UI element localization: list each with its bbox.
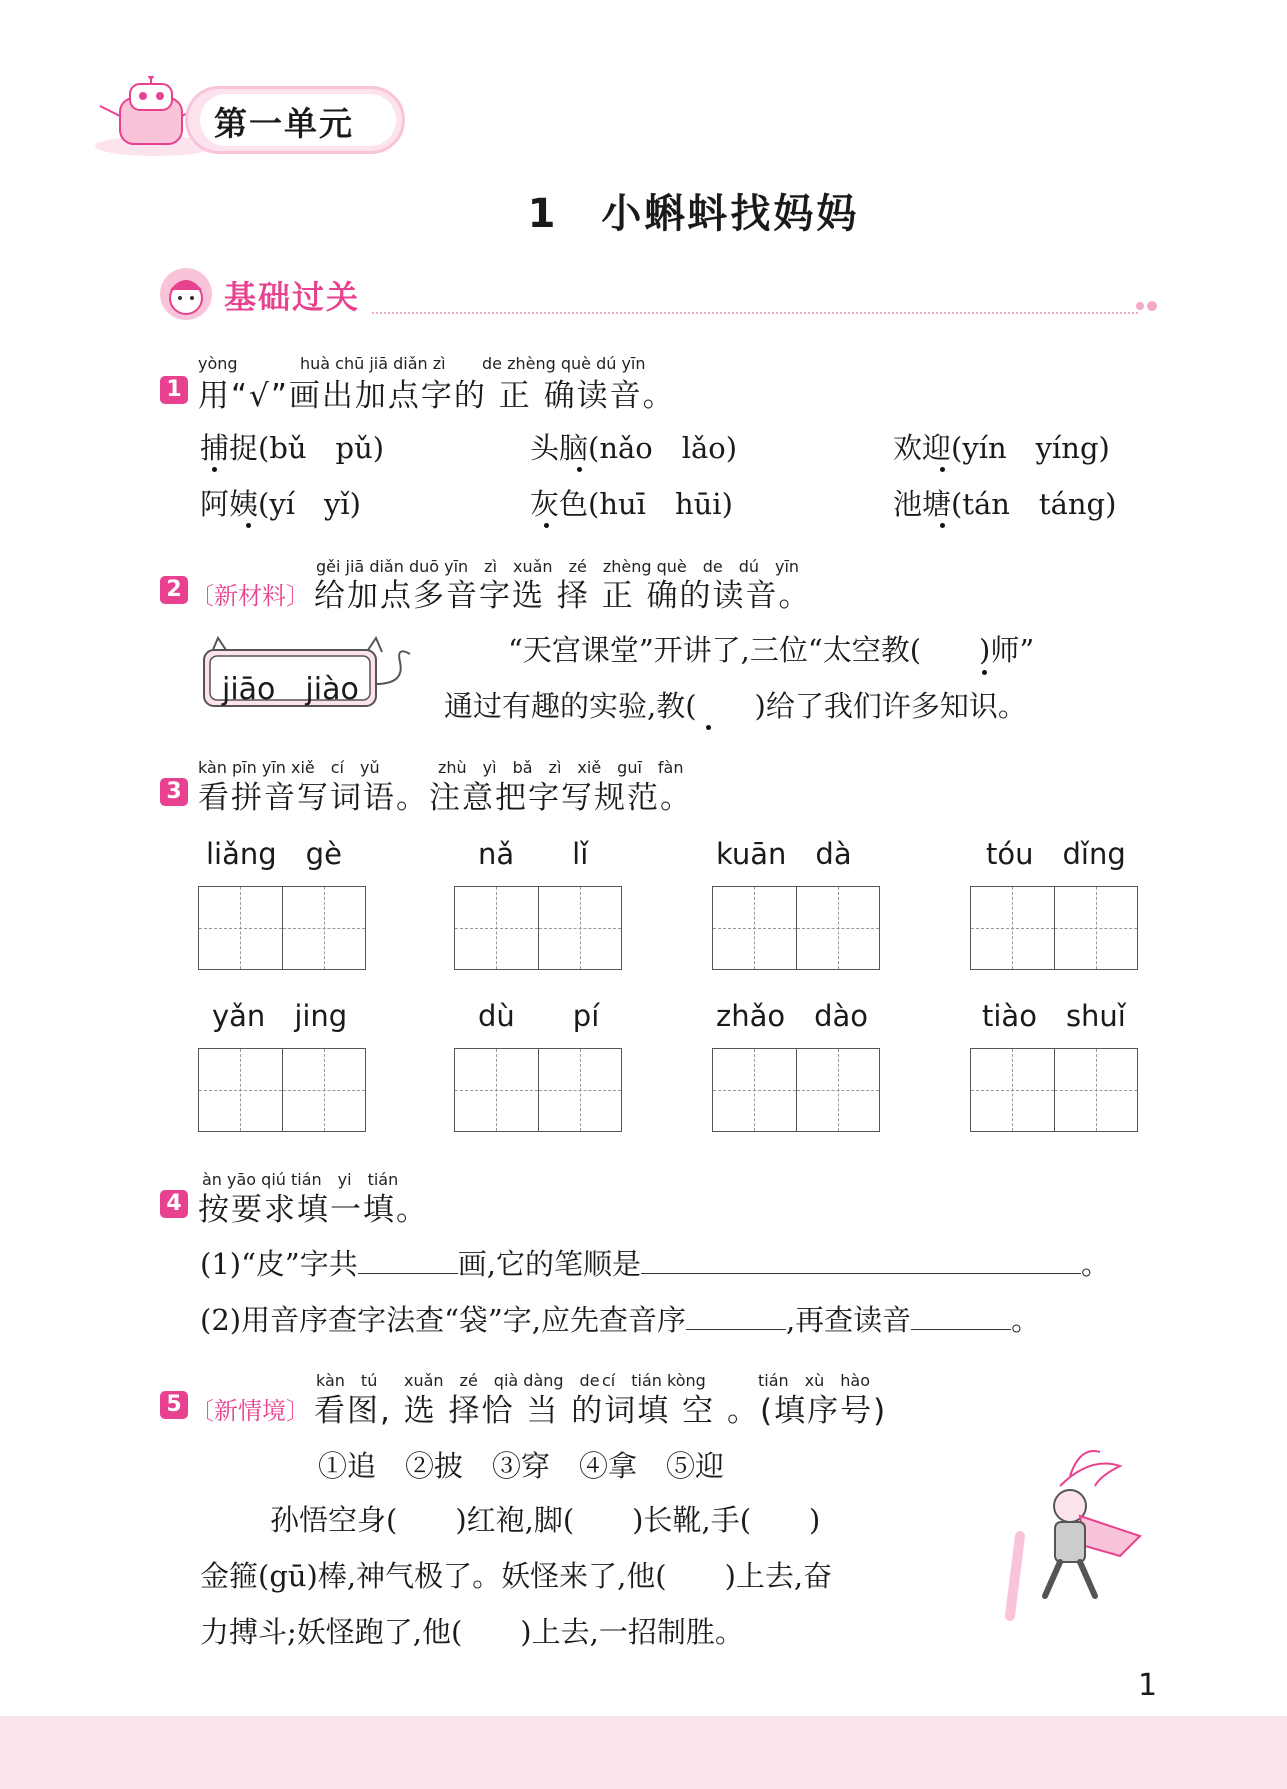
question-number: 4 <box>160 1190 188 1218</box>
question-tag: 〔新情境〕 <box>190 1397 310 1425</box>
lesson-title: 1 小蝌蚪找妈妈 <box>527 191 860 237</box>
emphasis-dot <box>544 523 549 528</box>
answer-blank[interactable] <box>686 1300 786 1330</box>
pinyin-word: kuān dà <box>716 837 852 871</box>
pinyin-word: tóu dǐng <box>986 837 1126 871</box>
monkey-king-illustration-icon <box>1000 1446 1150 1626</box>
emphasis-dot <box>940 523 945 528</box>
question-text: 按要求填一填。 <box>198 1192 429 1228</box>
girl-avatar-icon <box>158 266 214 322</box>
pinyin-word: nǎ lǐ <box>478 837 589 871</box>
pinyin-annotation: xuǎn zé qià dàng de <box>404 1371 600 1390</box>
pinyin-annotation: yòng <box>198 354 238 373</box>
emphasis-dot <box>212 467 217 472</box>
passage-line: 孙悟空身( )红袍,脚( )长靴,手( ) <box>270 1503 821 1537</box>
writing-grid[interactable] <box>712 1048 880 1132</box>
section-divider <box>372 312 1138 314</box>
pinyin-annotation: kàn pīn yīn xiě cí yǔ <box>198 758 380 777</box>
question-number: 3 <box>160 778 188 806</box>
answer-blank[interactable] <box>641 1244 1081 1274</box>
unit-title: 第一单元 <box>214 104 354 143</box>
choice-item[interactable]: 阿姨(yí yǐ) <box>200 487 361 521</box>
passage-line: “天宫课堂”开讲了,三位“太空教( )师” <box>508 633 1035 667</box>
writing-grid[interactable] <box>454 1048 622 1132</box>
emphasis-dot <box>246 523 251 528</box>
word-options: ①追 ②披 ③穿 ④拿 ⑤迎 <box>318 1449 725 1483</box>
passage-line: 力搏斗;妖怪跑了,他( )上去,一招制胜。 <box>200 1615 744 1649</box>
question-tag: 〔新材料〕 <box>190 582 310 610</box>
emphasis-dot <box>982 670 987 675</box>
passage-line: 金箍(gū)棒,神气极了。妖怪来了,他( )上去,奋 <box>200 1559 833 1593</box>
fill-line <box>200 1298 1040 1339</box>
question-number: 1 <box>160 376 188 404</box>
pinyin-word: tiào shuǐ <box>982 999 1126 1033</box>
question-number: 5 <box>160 1391 188 1419</box>
choice-item[interactable]: 灰色(huī hūi) <box>530 487 733 521</box>
writing-grid[interactable] <box>712 886 880 970</box>
pinyin-annotation: huà chū jiā diǎn zì <box>300 354 446 373</box>
pinyin-annotation: àn yāo qiú tián yi tián <box>202 1170 399 1189</box>
dots-icon <box>1134 298 1160 314</box>
page-number: 1 <box>1138 1668 1158 1703</box>
choice-item[interactable]: 欢迎(yín yíng) <box>893 431 1110 465</box>
pinyin-word: yǎn jing <box>212 999 348 1033</box>
pinyin-word: dù pí <box>478 999 600 1033</box>
writing-grid[interactable] <box>970 886 1138 970</box>
writing-grid[interactable] <box>454 886 622 970</box>
question-text: 用“√”画出加点字的 正 确读音。 <box>198 378 676 414</box>
answer-blank[interactable] <box>911 1300 1011 1330</box>
pinyin-annotation: cí tián kòng <box>602 1371 706 1390</box>
pinyin-annotation: kàn tú <box>316 1371 378 1390</box>
fill-text: (1)“皮”字共 <box>200 1247 358 1281</box>
fill-text: ,再查读音 <box>785 1303 912 1337</box>
emphasis-dot <box>706 725 711 730</box>
pinyin-annotation: zhù yì bǎ zì xiě guī fàn <box>438 758 684 777</box>
emphasis-dot <box>577 467 582 472</box>
writing-grid[interactable] <box>198 886 366 970</box>
pinyin-annotation: tián xù hào <box>758 1371 871 1390</box>
fill-text: 。 <box>1080 1247 1110 1281</box>
passage-line: 通过有趣的实验,教( )给了我们许多知识。 <box>444 689 1027 723</box>
writing-grid[interactable] <box>970 1048 1138 1132</box>
pinyin-annotation: de zhèng què dú yīn <box>482 354 646 373</box>
choice-item[interactable]: 池塘(tán táng) <box>893 487 1117 521</box>
fill-text: 画,它的笔顺是 <box>457 1247 641 1281</box>
pinyin-word: liǎng gè <box>206 837 342 871</box>
fill-text: (2)用音序查字法查“袋”字,应先查音序 <box>200 1303 686 1337</box>
question-text: 看图, 选 择恰 当 的词填 空 。(填序号) <box>314 1393 888 1429</box>
pinyin-word: zhǎo dào <box>716 999 869 1033</box>
fill-line <box>200 1242 1110 1283</box>
bottom-band <box>0 1716 1287 1789</box>
pinyin-options: jiāo jiào <box>222 672 359 707</box>
question-text: 给加点多音字选 择 正 确的读音。 <box>314 578 812 614</box>
emphasis-dot <box>940 467 945 472</box>
writing-grid[interactable] <box>198 1048 366 1132</box>
question-number: 2 <box>160 576 188 604</box>
fill-text: 。 <box>1011 1303 1041 1337</box>
choice-item[interactable]: 头脑(nǎo lǎo) <box>530 431 738 465</box>
question-text: 看拼音写词语。注意把字写规范。 <box>198 780 693 816</box>
answer-blank[interactable] <box>358 1244 458 1274</box>
choice-item[interactable]: 捕捉(bǔ pǔ) <box>200 431 385 465</box>
section-title: 基础过关 <box>224 278 361 316</box>
pinyin-annotation: gěi jiā diǎn duō yīn zì xuǎn zé zhèng què de dú yīn <box>316 557 800 576</box>
